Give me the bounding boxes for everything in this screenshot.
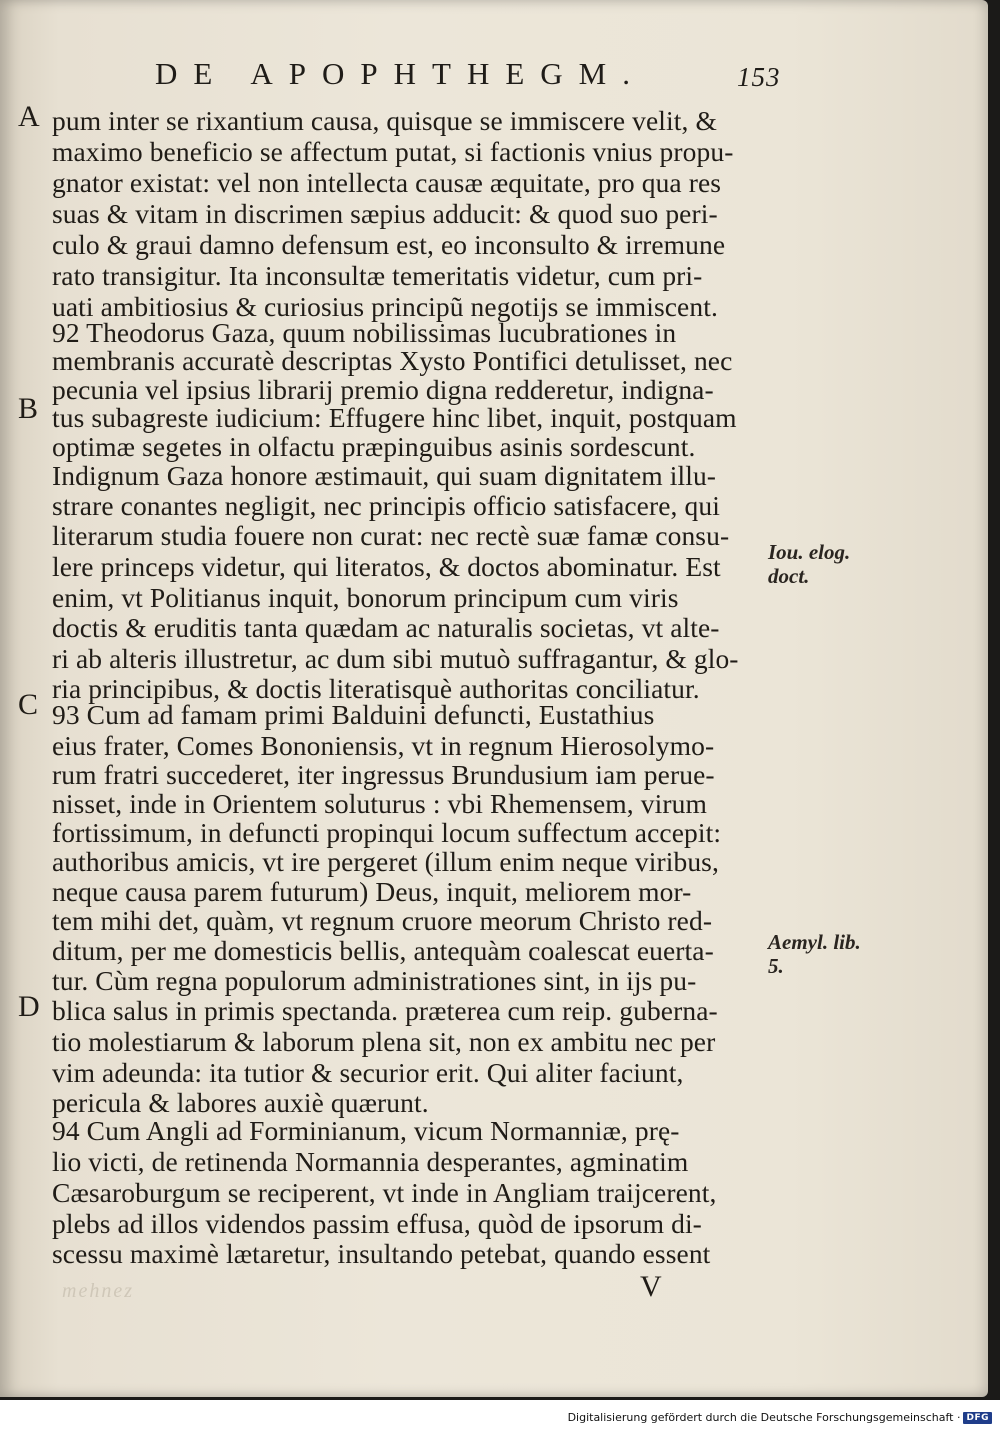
funding-text: Digitalisierung gefördert durch die Deutsche Forschungsgemeinschaft ·: [567, 1411, 961, 1424]
margin-letter-c: C: [18, 688, 39, 721]
text-line: tus subagreste iudicium: Effugere hinc libet, inquit, postquam: [52, 402, 737, 433]
margin-letter-b: B: [18, 392, 39, 425]
text-line: membranis accuratè descriptas Xysto Pontifici detulisset, nec: [52, 345, 733, 376]
text-line: 94 Cum Angli ad Forminianum, vicum Normanniæ, prę-: [52, 1115, 680, 1146]
text-line: ria principibus, & doctis literatisquè authoritas conciliatur.: [52, 673, 700, 704]
text-line: Cæsaroburgum se reciperent, vt inde in Angliam traijcerent,: [52, 1177, 717, 1208]
text-line: neque causa parem futurum) Deus, inquit, meliorem mor-: [52, 876, 692, 907]
text-line: gnator existat: vel non intellecta causæ æquitate, pro qua res: [52, 167, 722, 198]
text-line: scessu maximè lætaretur, insultando petebat, quando essent: [52, 1238, 711, 1269]
text-line: blica salus in primis spectanda. præterea cum reip. guberna-: [52, 995, 718, 1026]
text-line: maximo beneficio se affectum putat, si factionis vnius propu-: [52, 136, 734, 167]
text-line: plebs ad illos videndos passim effusa, quòd de ipsorum di-: [52, 1208, 702, 1239]
text-line: tio molestiarum & laborum plena sit, non ex ambitu nec per: [52, 1026, 716, 1057]
text-line: ri ab alteris illustretur, ac dum sibi mutuò suffragantur, & glo-: [52, 643, 739, 674]
text-line: optimæ segetes in olfactu præpinguibus asinis sordescunt.: [52, 431, 696, 462]
text-line: authoribus amicis, vt ire pergeret (illum enim neque viribus,: [52, 846, 719, 877]
text-line: pecunia vel ipsius librarij premio digna redderetur, indigna-: [52, 374, 714, 405]
text-line: enim, vt Politianus inquit, bonorum principum cum viris: [52, 582, 679, 613]
bleed-through-text: mehnez: [62, 1280, 134, 1302]
text-line: rum fratri succederet, iter ingressus Brundusium iam perue-: [52, 759, 715, 790]
text-line: nisset, inde in Orientem soluturus : vbi Rhemensem, virum: [52, 788, 707, 819]
marginal-note-line: 5.: [768, 954, 784, 978]
text-line: strare conantes negligit, nec principis officio satisfacere, qui: [52, 490, 720, 521]
text-line: Indignum Gaza honore æstimauit, qui suam dignitatem illu-: [52, 460, 717, 491]
text-line: 93 Cum ad famam primi Balduini defuncti, Eustathius: [52, 699, 655, 730]
text-line: rato transigitur. Ita inconsultæ temeritatis videtur, cum pri-: [52, 260, 703, 291]
text-line: doctis & eruditis tanta quædam ac naturalis societas, vt alte-: [52, 612, 720, 643]
margin-letter-a: A: [18, 100, 40, 133]
text-line: fortissimum, in defuncti propinqui locum suffectum accepit:: [52, 817, 722, 848]
marginal-note-line: Iou. elog.: [768, 540, 851, 564]
text-line: literarum studia fouere non curat: nec rectè suæ famæ consu-: [52, 520, 730, 551]
text-line: eius frater, Comes Bononiensis, vt in regnum Hierosolymo-: [52, 730, 715, 761]
margin-letter-d: D: [18, 990, 40, 1023]
funding-footer: [568, 1411, 992, 1424]
text-line: tur. Cùm regna populorum administrationes sint, in ijs pu-: [52, 965, 697, 996]
text-line: tem mihi det, quàm, vt regnum cruore meorum Christo red-: [52, 905, 713, 936]
text-line: uati ambitiosius & curiosius principũ negotijs se immiscent.: [52, 291, 718, 322]
text-line: culo & graui damno defensum est, eo inconsulto & irremune: [52, 229, 726, 260]
marginal-note-line: doct.: [768, 564, 810, 588]
text-line: lio victi, de retinenda Normannia desperantes, agminatim: [52, 1146, 689, 1177]
page-number: 153: [737, 62, 781, 92]
running-head: DE APOPHTHEGM.: [155, 56, 646, 91]
signature-mark: V: [640, 1270, 662, 1303]
text-line: ditum, per me domesticis bellis, antequàm coalescat euerta-: [52, 935, 714, 966]
text-line: 92 Theodorus Gaza, quum nobilissimas lucubrationes in: [52, 317, 677, 348]
marginal-note: [768, 540, 850, 588]
marginal-note-line: Aemyl. lib.: [768, 930, 861, 954]
text-line: pum inter se rixantium causa, quisque se immiscere velit, &: [52, 105, 717, 136]
text-line: suas & vitam in discrimen sæpius adducit: & quod suo peri-: [52, 198, 718, 229]
text-line: pericula & labores auxiè quærunt.: [52, 1087, 429, 1118]
text-line: lere princeps videtur, qui literatos, & doctos abominatur. Est: [52, 551, 721, 582]
text-line: vim adeunda: ita tutior & securior erit. Qui aliter faciunt,: [52, 1057, 684, 1088]
marginal-note: [768, 930, 861, 978]
dfg-logo: DFG: [963, 1412, 992, 1424]
